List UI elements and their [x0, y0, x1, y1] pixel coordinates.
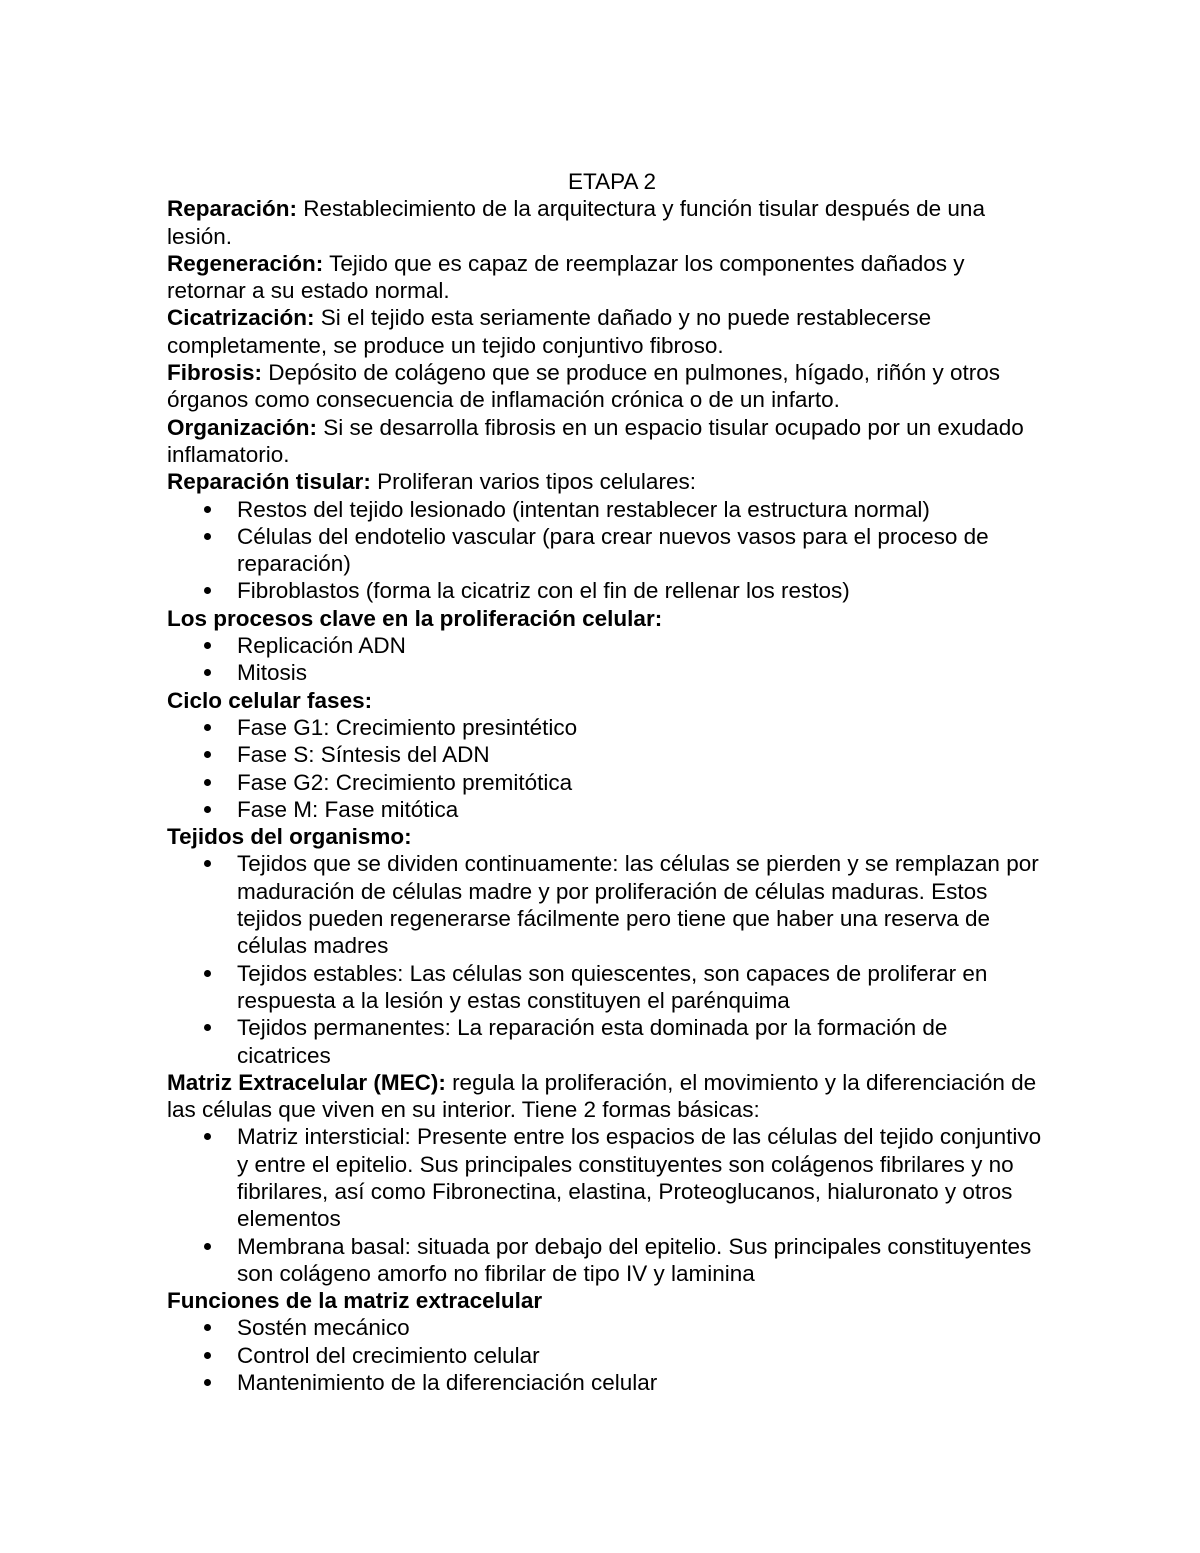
term-label: Fibrosis: [167, 360, 263, 386]
list-item: Tejidos que se dividen continuamente: las células se pierden y se remplazan por maduración de células madre y por proliferación de células maduras. Estos tejidos pueden regenerarse fácilmente pero tiene que haber una reserva de células madres [167, 850, 1047, 959]
list-item: Mantenimiento de la diferenciación celular [167, 1369, 1047, 1396]
term-label: Reparación: [167, 196, 298, 222]
heading-text: Ciclo celular fases: [167, 687, 373, 713]
list-item: Fibroblastos (forma la cicatriz con el fin de rellenar los restos) [167, 577, 1047, 604]
list-item: Fase G1: Crecimiento presintético [167, 714, 1047, 741]
section-heading-tejidos [167, 823, 1047, 850]
list-item: Matriz intersticial: Presente entre los espacios de las células del tejido conjuntivo y entre el epitelio. Sus principales constituyentes son colágenos fibrilares y no fibrilares, así como Fibronectina, elastina, Proteoglucanos, hialuronato y otros elementos [167, 1123, 1047, 1232]
list-item: Replicación ADN [167, 632, 1047, 659]
term-label: Organización: [167, 414, 318, 440]
definition-text: Restablecimiento de la arquitectura y función tisular después de una lesión. [167, 196, 985, 249]
definition-text: Si el tejido esta seriamente dañado y no puede restablecerse completamente, se produce un tejido conjuntivo fibroso. [167, 305, 932, 358]
list-item: Sostén mecánico [167, 1314, 1047, 1341]
heading-text: Los procesos clave en la proliferación celular: [167, 605, 663, 631]
reparacion-tisular-list [167, 496, 1047, 605]
document-title: ETAPA 2 [568, 169, 656, 194]
list-item: Fase G2: Crecimiento premitótica [167, 769, 1047, 796]
section-matriz-extracelular [167, 1069, 1047, 1124]
term-label: Reparación tisular: [167, 469, 371, 495]
section-intro-text: regula la proliferación, el movimiento y la diferenciación de las células que viven en su interior. Tiene 2 formas básicas: [167, 1069, 1037, 1123]
definition-cicatrizacion [167, 304, 1047, 359]
definition-text: Si se desarrolla fibrosis en un espacio tisular ocupado por un exudado inflamatorio. [167, 414, 1024, 467]
section-heading-procesos-clave [167, 605, 1047, 632]
definition-regeneracion [167, 250, 1047, 305]
list-item: Membrana basal: situada por debajo del epitelio. Sus principales constituyentes son colágeno amorfo no fibrilar de tipo IV y laminina [167, 1233, 1047, 1288]
section-heading-ciclo-celular [167, 687, 1047, 714]
matriz-list [167, 1123, 1047, 1287]
definition-text: Tejido que es capaz de reemplazar los componentes dañados y retornar a su estado normal. [167, 250, 965, 304]
procesos-clave-list [167, 632, 1047, 687]
tejidos-list [167, 850, 1047, 1068]
definition-reparacion [167, 195, 1047, 250]
funciones-list [167, 1314, 1047, 1396]
list-item: Células del endotelio vascular (para crear nuevos vasos para el proceso de reparación) [167, 523, 1047, 578]
section-reparacion-tisular [167, 468, 1047, 495]
definition-organizacion [167, 414, 1047, 469]
list-item: Control del crecimiento celular [167, 1342, 1047, 1369]
definition-text: Depósito de colágeno que se produce en pulmones, hígado, riñón y otros órganos como consecuencia de inflamación crónica o de un infarto. [167, 360, 1001, 413]
heading-text: Funciones de la matriz extracelular [167, 1288, 543, 1314]
definition-fibrosis [167, 359, 1047, 414]
list-item: Fase M: Fase mitótica [167, 796, 1047, 823]
heading-text: Tejidos del organismo: [167, 824, 412, 850]
list-item: Tejidos permanentes: La reparación esta dominada por la formación de cicatrices [167, 1014, 1047, 1069]
section-heading-funciones [167, 1287, 1047, 1314]
list-item: Restos del tejido lesionado (intentan restablecer la estructura normal) [167, 496, 1047, 523]
section-intro-text: Proliferan varios tipos celulares: [370, 469, 696, 495]
list-item: Mitosis [167, 659, 1047, 686]
ciclo-celular-list [167, 714, 1047, 823]
term-label: Regeneración: [167, 250, 324, 276]
list-item: Tejidos estables: Las células son quiescentes, son capaces de proliferar en respuesta a la lesión y estas constituyen el parénquima [167, 960, 1047, 1015]
term-label: Cicatrización: [167, 305, 315, 331]
term-label: Matriz Extracelular (MEC): [167, 1069, 446, 1095]
document-page [167, 168, 1047, 1396]
list-item: Fase S: Síntesis del ADN [167, 741, 1047, 768]
